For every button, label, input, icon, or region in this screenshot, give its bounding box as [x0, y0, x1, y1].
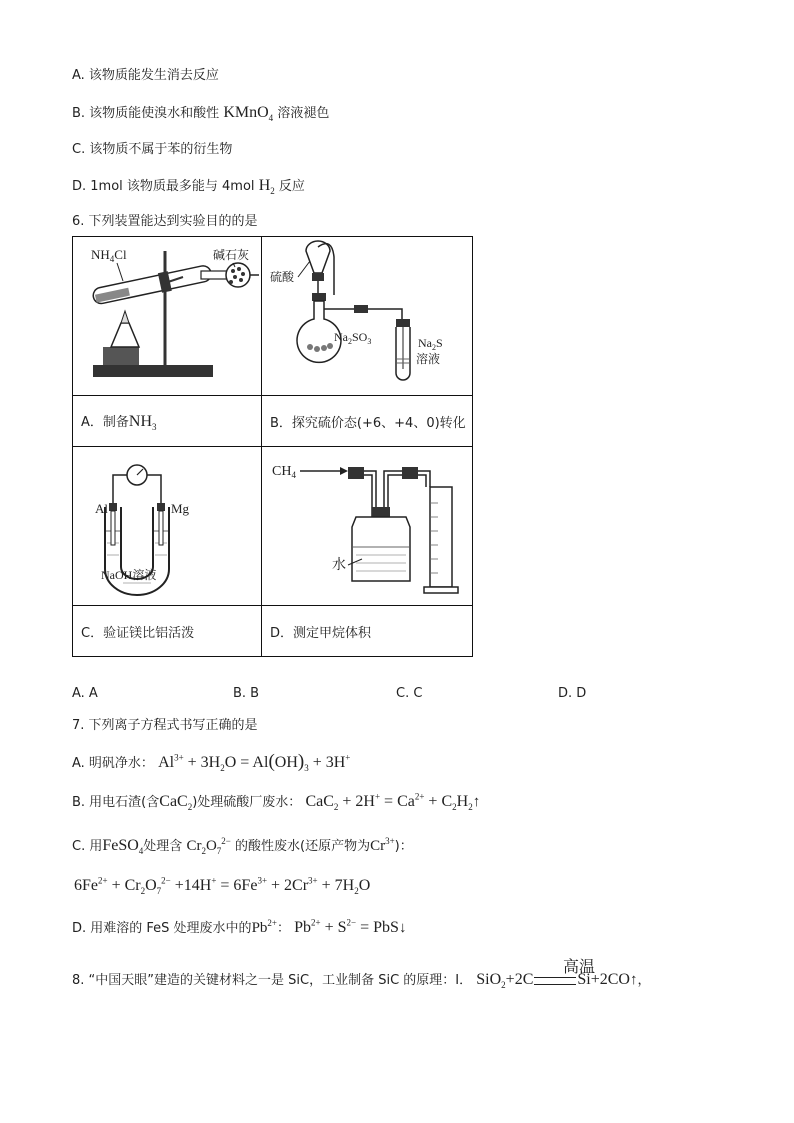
q7-option-c: C. 用FeSO$_4$处理含 $Cr_2O_7^{2-}$ 的酸性废水(还原产物为$Cr^{3+}$)：	[72, 836, 413, 857]
q5-option-b-tail: 溶液褪色	[277, 106, 330, 121]
q8-reaction-condition: 高温	[563, 957, 596, 976]
q7-option-d-ion: $Pb^{2+}$	[251, 918, 277, 936]
figure-c-cell	[73, 447, 262, 606]
figure-d-methane-apparatus	[262, 447, 472, 605]
figure-b-label-sulfuric-acid: 硫酸	[270, 270, 295, 284]
q7-option-a-label: A. 明矾净水：	[72, 756, 154, 771]
q6-stem: 6. 下列装置能达到实验目的的是	[72, 214, 258, 229]
q7-option-d-equation: $Pb^{2+} + S^{2-}$ = PbS↓	[294, 917, 407, 936]
figure-d-caption: D．测定甲烷体积	[262, 606, 473, 657]
figure-c-label-al: Al	[95, 501, 108, 516]
figure-a-label-nh4cl: $NH_4Cl$	[91, 247, 127, 264]
q6-choice-c: C. C	[396, 686, 423, 701]
figure-c-galvanic-apparatus	[73, 447, 261, 605]
q6-choice-b: B. B	[233, 686, 260, 701]
q8-stem-text: 8. “中国天眼”建造的关键材料之一是 SiC，工业制备 SiC 的原理：Ⅰ．	[72, 973, 473, 988]
figure-a-ammonia-apparatus	[73, 237, 261, 395]
q5-option-d-text: D. 1mol 该物质最多能与 4mol	[72, 179, 255, 194]
q6-choice-d: D. D	[558, 686, 587, 701]
figure-a-caption-formula: $NH_3$	[128, 413, 157, 433]
figure-d-label-ch4: $CH_4$	[272, 464, 296, 480]
figure-b-label-solution: 溶液	[416, 352, 441, 366]
q5-option-b	[72, 103, 329, 124]
q8-equation-left: SiO$_2$+2C	[476, 971, 534, 991]
q5-option-c: C. 该物质不属于苯的衍生物	[72, 142, 233, 157]
figure-c-label-naoh: NaOH溶液	[101, 568, 157, 582]
q7-option-c-equation: $6Fe^{2+} + Cr_2O_7^{2-} +14H^+ = 6Fe^{3+} + 2Cr^{3+} + 7H_2O$	[74, 875, 371, 897]
q7-option-c-ion: $Cr_2O_7^{2-}$	[186, 836, 231, 856]
q7-option-d: D. 用难溶的 FeS 处理废水中的$Pb^{2+}$： $Pb^{2+} + S^{2-}$ = PbS↓	[72, 917, 407, 936]
q5-option-d	[72, 176, 305, 197]
q7-option-b-equation: $CaC_2 + 2H^+ = Ca^{2+}$ + $C_2H_2↑$	[305, 791, 481, 813]
q5-option-b-text: B. 该物质能使溴水和酸性	[72, 106, 220, 121]
q7-option-c-reagent: FeSO$_4$	[102, 837, 144, 857]
q6-choice-a: A. A	[72, 686, 98, 701]
q7-option-b-label-2: )处理硫酸厂废水：	[192, 795, 302, 810]
q7-option-b	[72, 792, 480, 813]
figure-c-caption: C．验证镁比铝活泼	[73, 606, 262, 657]
figure-b-label-na2s: $Na_2S$	[418, 336, 443, 352]
figure-d-cell	[262, 447, 473, 606]
figure-b-label-na2so3: $Na_2SO_3$	[334, 330, 372, 346]
q5-option-d-formula: $H_2$	[258, 177, 275, 197]
figure-a-cell	[73, 237, 262, 396]
figure-b-cell	[262, 237, 473, 396]
q7-option-a	[72, 752, 350, 774]
figure-a-caption: A．制备$NH_3$	[73, 396, 262, 447]
q6-apparatus-table	[72, 236, 473, 657]
figure-c-label-mg: Mg	[171, 501, 190, 516]
q5-option-b-formula: KMnO$_4$	[223, 104, 274, 124]
q8-stem	[72, 970, 650, 991]
q7-option-b-formula: CaC$_2$	[159, 793, 193, 813]
q7-option-a-equation: $Al^{3+} + 3H_2O = Al(OH)_3 + 3H^+$	[158, 751, 351, 774]
q8-equation-right: Si+2CO↑	[577, 971, 638, 988]
figure-d-label-water: 水	[332, 557, 346, 573]
figure-b-caption: B．探究硫价态(+6、+4、0)转化	[262, 396, 473, 447]
q5-option-d-tail: 反应	[278, 179, 305, 194]
figure-b-sulfur-apparatus	[262, 237, 472, 395]
q7-stem: 7. 下列离子方程式书写正确的是	[72, 718, 258, 733]
q5-option-a: A. 该物质能发生消去反应	[72, 68, 219, 83]
q8-tail: ，	[637, 973, 651, 988]
q7-option-b-label: B. 用电石渣(含	[72, 795, 160, 810]
q8-equals-sign	[534, 977, 576, 985]
figure-a-label-soda-lime: 碱石灰	[213, 248, 250, 262]
q7-option-c-product: $Cr^{3+}$	[370, 836, 395, 854]
